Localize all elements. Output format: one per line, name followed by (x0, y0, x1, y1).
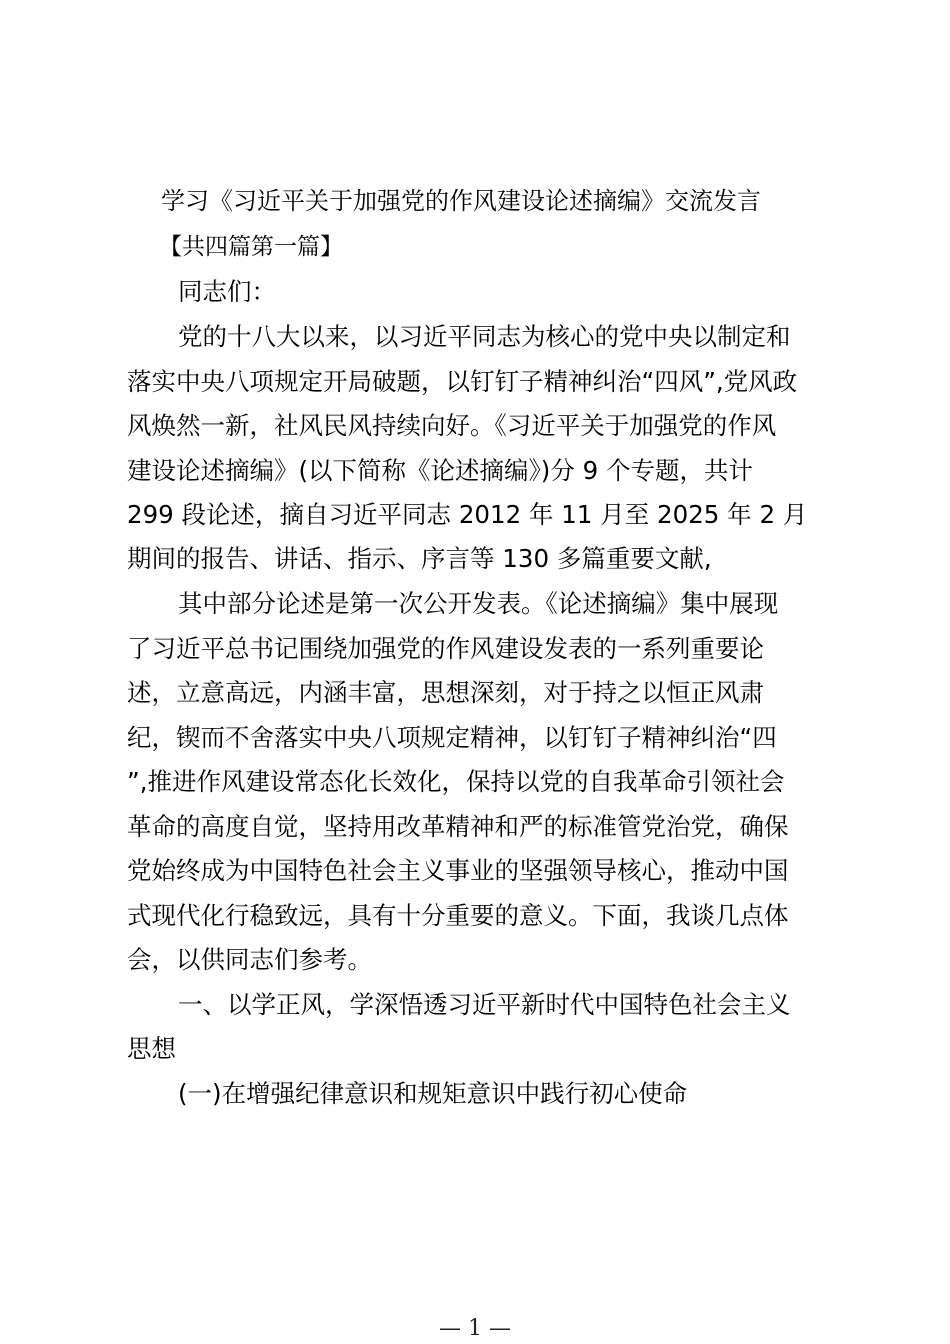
paragraph-line: 299 段论述，摘自习近平同志 2012 年 11 月至 2025 年 2 月 (127, 500, 808, 529)
paragraph-line: 党始终成为中国特色社会主义事业的坚强领导核心，推动中国 (127, 856, 789, 885)
paragraph-line: 了习近平总书记围绕加强党的作风建设发表的一系列重要论 (127, 634, 764, 663)
paragraph-line: 党的十八大以来，以习近平同志为核心的党中央以制定和 (178, 322, 791, 351)
paragraph-line: 建设论述摘编》(以下简称《论述摘编》)分 9 个专题，共计 (127, 456, 754, 485)
salutation: 同志们： (178, 277, 276, 306)
paragraph-line: ”,推进作风建设常态化长效化，保持以党的自我革命引领社会 (127, 767, 785, 796)
paragraph-line: 期间的报告、讲话、指示、序言等 130 多篇重要文献, (127, 544, 712, 573)
paragraph-line: 式现代化行稳致远，具有十分重要的意义。下面，我谈几点体 (127, 901, 789, 930)
subsection-heading: (一)在增强纪律意识和规矩意识中践行初心使命 (178, 1079, 688, 1108)
document-subtitle: 【共四篇第一篇】 (159, 234, 343, 260)
paragraph-line: 述，立意高远，内涵丰富，思想深刻，对于持之以恒正风肃 (127, 678, 764, 707)
paragraph-line: 其中部分论述是第一次公开发表。《论述摘编》集中展现 (178, 589, 779, 618)
section-heading: 一、以学正风，学深悟透习近平新时代中国特色社会主义 (178, 990, 791, 1019)
paragraph-line: 风焕然一新，社风民风持续向好。《习近平关于加强党的作风 (127, 411, 777, 440)
paragraph-line: 会，以供同志们参考。 (127, 945, 372, 974)
document-title: 学习《习近平关于加强党的作风建设论述摘编》交流发言 (161, 187, 761, 215)
paragraph-line: 纪，锲而不舍落实中央八项规定精神，以钉钉子精神纠治“四 (127, 723, 777, 752)
paragraph-line: 革命的高度自觉，坚持用改革精神和严的标准管党治党，确保 (127, 812, 789, 841)
page-number: — 1 — (439, 1316, 511, 1341)
paragraph-line: 落实中央八项规定开局破题，以钉钉子精神纠治“四风”,党风政 (127, 367, 798, 396)
section-heading: 思想 (127, 1034, 176, 1063)
